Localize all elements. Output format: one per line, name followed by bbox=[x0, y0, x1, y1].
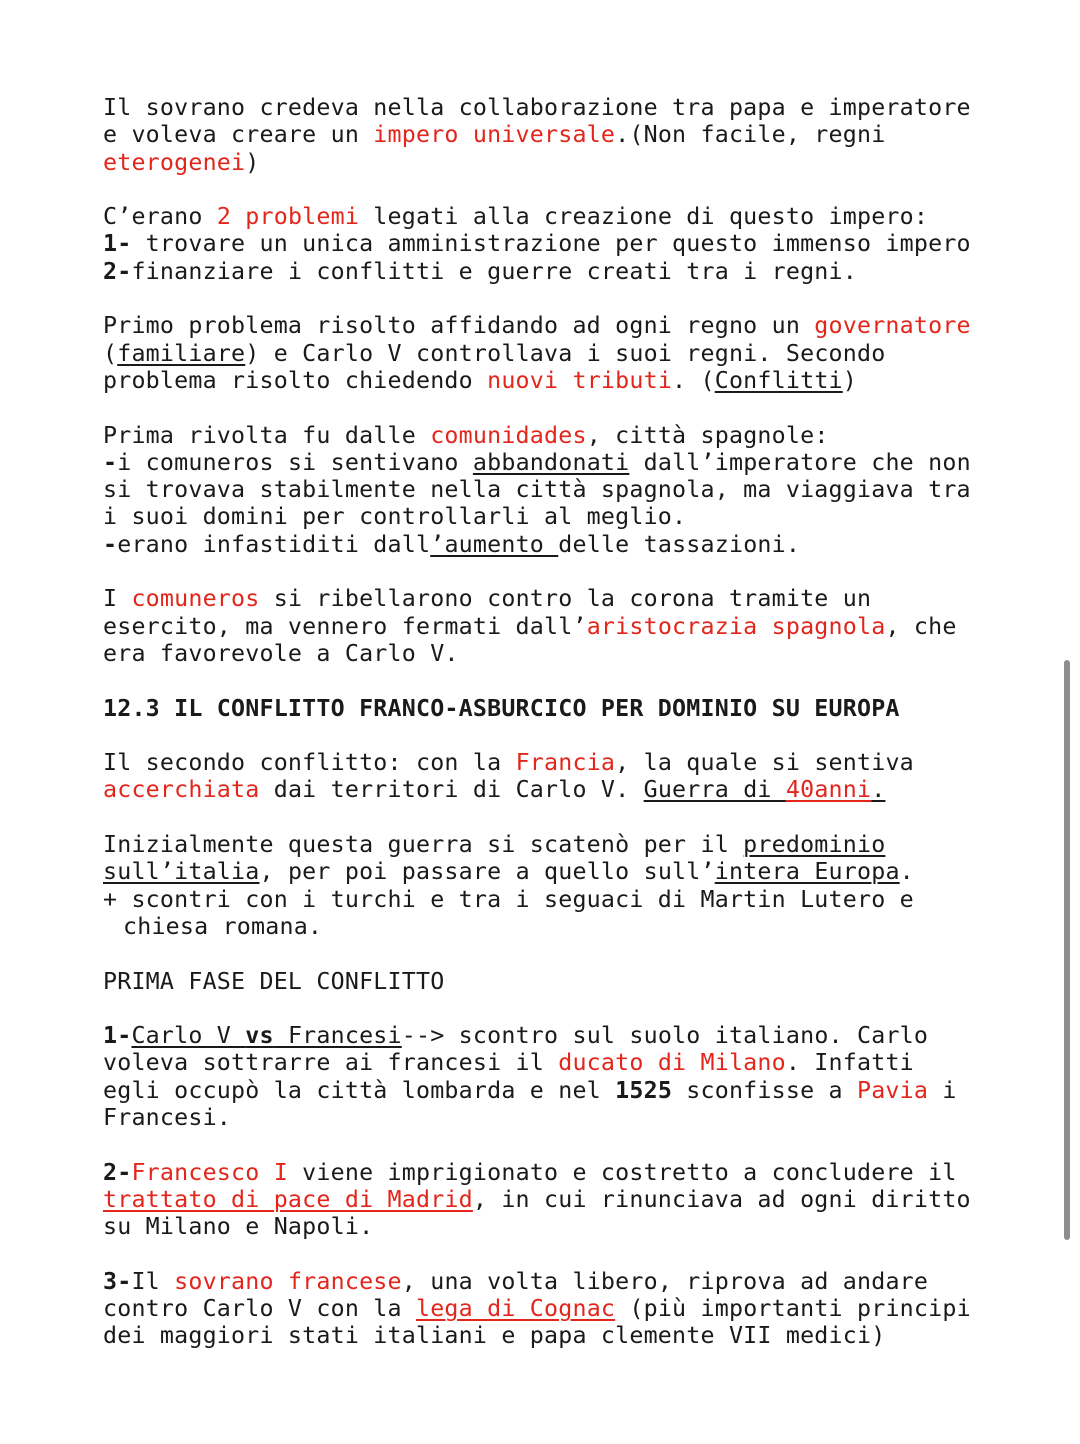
text-segment: PRIMA FASE DEL CONFLITTO bbox=[103, 967, 445, 995]
paragraph bbox=[103, 203, 983, 285]
underlined-text: sull’italia bbox=[103, 858, 260, 886]
underlined-text: Francesi bbox=[273, 1022, 402, 1050]
text-segment: e voleva creare un bbox=[103, 121, 374, 149]
text-line bbox=[103, 1213, 983, 1240]
underlined-text: . bbox=[871, 776, 886, 804]
text-segment: viene imprigionato e costretto a concludere il bbox=[287, 1158, 957, 1186]
text-line bbox=[103, 913, 983, 940]
text-line bbox=[103, 1104, 983, 1131]
paragraph bbox=[103, 968, 983, 995]
text-segment: trovare un unica amministrazione per questo immenso impero bbox=[131, 230, 971, 258]
highlighted-term: sovrano francese bbox=[174, 1267, 402, 1295]
text-segment: 1- bbox=[103, 1022, 132, 1050]
text-segment: Prima rivolta fu dalle bbox=[103, 421, 431, 449]
highlighted-term: lega di Cognac bbox=[415, 1295, 616, 1323]
underlined-text: vs bbox=[245, 1022, 274, 1050]
paragraph bbox=[103, 749, 983, 804]
highlighted-term: nuovi tributi bbox=[487, 366, 673, 394]
text-line bbox=[103, 367, 983, 394]
text-segment: I bbox=[103, 585, 132, 613]
section-heading bbox=[103, 695, 983, 722]
underlined-text: ’aumento bbox=[430, 530, 559, 558]
highlighted-term: comunidades bbox=[430, 421, 587, 449]
text-segment: era favorevole a Carlo V. bbox=[103, 639, 459, 667]
highlighted-term: 2 problemi bbox=[216, 203, 360, 231]
underlined-text: intera Europa bbox=[714, 858, 900, 886]
paragraph bbox=[103, 94, 983, 176]
underlined-text: Carlo V bbox=[131, 1022, 246, 1050]
text-line bbox=[103, 613, 983, 640]
text-segment: - bbox=[103, 530, 118, 558]
text-segment: i suoi domini per controllarli al meglio. bbox=[103, 503, 687, 531]
text-line bbox=[103, 858, 983, 885]
text-segment: contro Carlo V con la bbox=[103, 1295, 416, 1323]
text-segment: . ( bbox=[672, 366, 715, 394]
text-line bbox=[103, 503, 983, 530]
paragraph bbox=[103, 585, 983, 667]
text-segment: erano infastiditi dall bbox=[117, 530, 431, 558]
paragraph bbox=[103, 1159, 983, 1241]
text-segment: dai territori di Carlo V. bbox=[259, 776, 644, 804]
text-line bbox=[103, 776, 983, 803]
text-line bbox=[103, 1268, 983, 1295]
text-segment: 2- bbox=[103, 1158, 132, 1186]
text-segment: legati alla creazione di questo impero: bbox=[359, 203, 929, 231]
text-segment: C’erano bbox=[103, 203, 217, 231]
text-line bbox=[103, 531, 983, 558]
text-segment: , per poi passare a quello sull’ bbox=[259, 858, 715, 886]
text-segment: egli occupò la città lombarda e nel bbox=[103, 1076, 616, 1104]
text-segment: finanziare i conflitti e guerre creati tra i regni. bbox=[131, 257, 857, 285]
text-line bbox=[103, 121, 983, 148]
text-line bbox=[103, 149, 983, 176]
highlighted-term: comuneros bbox=[131, 585, 260, 613]
underlined-text: predominio bbox=[743, 831, 886, 859]
text-segment: , una volta libero, riprova ad andare bbox=[401, 1267, 929, 1295]
text-segment: 2- bbox=[103, 257, 132, 285]
text-segment: 12.3 IL CONFLITTO FRANCO-ASBURCICO PER DOMINIO SU EUROPA bbox=[103, 694, 900, 722]
paragraph bbox=[103, 1268, 983, 1350]
text-segment: (più importanti principi bbox=[615, 1295, 971, 1323]
highlighted-term: governatore bbox=[814, 312, 971, 340]
underlined-text: abbandonati bbox=[472, 448, 630, 476]
text-segment: chiesa romana. bbox=[123, 912, 323, 940]
text-segment: voleva sottrarre ai francesi il bbox=[103, 1049, 559, 1077]
highlighted-term: impero universale bbox=[373, 121, 616, 149]
text-segment: Primo problema risolto affidando ad ogni regno un bbox=[103, 312, 815, 340]
text-segment: delle tassazioni. bbox=[558, 530, 801, 558]
text-segment: 1525 bbox=[615, 1076, 673, 1104]
highlighted-term: 40anni bbox=[785, 776, 872, 804]
text-line bbox=[103, 1159, 983, 1186]
text-segment: + scontri con i turchi e tra i seguaci di Martin Lutero e bbox=[103, 885, 914, 913]
text-line bbox=[103, 422, 983, 449]
text-segment: Inizialmente questa guerra si scatenò per il bbox=[103, 831, 744, 859]
text-segment: sconfisse a bbox=[672, 1076, 857, 1104]
paragraph bbox=[103, 1022, 983, 1131]
text-segment: esercito, ma vennero fermati dall’ bbox=[103, 612, 587, 640]
text-segment: dall’imperatore che non bbox=[629, 448, 971, 476]
highlighted-term: Pavia bbox=[856, 1076, 929, 1104]
text-segment: problema risolto chiedendo bbox=[103, 366, 488, 394]
text-line bbox=[103, 1022, 983, 1049]
paragraph bbox=[103, 312, 983, 394]
text-line bbox=[103, 258, 983, 285]
text-segment: --> scontro sul suolo italiano. Carlo bbox=[401, 1022, 929, 1050]
note-document bbox=[103, 94, 983, 1377]
text-segment: i comuneros si sentivano bbox=[117, 448, 473, 476]
text-segment: ) bbox=[842, 366, 858, 394]
text-line bbox=[103, 968, 983, 995]
highlighted-term: accerchiata bbox=[103, 776, 260, 804]
text-segment: ( bbox=[103, 339, 118, 367]
highlighted-term: trattato di pace di Madrid bbox=[103, 1185, 473, 1213]
text-segment: . Infatti bbox=[785, 1049, 914, 1077]
text-segment: ) e Carlo V controllava i suoi regni. Secondo bbox=[245, 339, 886, 367]
text-line bbox=[103, 640, 983, 667]
text-segment: . bbox=[899, 858, 914, 886]
underlined-text: Guerra di bbox=[643, 776, 786, 804]
highlighted-term: eterogenei bbox=[103, 148, 246, 176]
text-segment: .(Non facile, regni bbox=[615, 121, 886, 149]
text-line bbox=[103, 476, 983, 503]
text-segment: si ribellarono contro la corona tramite un bbox=[259, 585, 872, 613]
text-segment: dei maggiori stati italiani e papa clemente VII medici) bbox=[103, 1322, 886, 1350]
text-segment: Francesi. bbox=[103, 1103, 232, 1131]
text-line bbox=[103, 749, 983, 776]
text-line bbox=[103, 230, 983, 257]
text-line bbox=[103, 94, 983, 121]
text-line bbox=[103, 886, 983, 913]
text-line bbox=[103, 340, 983, 367]
text-line bbox=[103, 312, 983, 339]
text-line bbox=[103, 1295, 983, 1322]
text-line bbox=[103, 449, 983, 476]
text-segment: , in cui rinunciava ad ogni diritto bbox=[472, 1185, 971, 1213]
text-segment: su Milano e Napoli. bbox=[103, 1213, 374, 1241]
highlighted-term: Francia bbox=[515, 749, 616, 777]
text-line bbox=[103, 1049, 983, 1076]
text-segment: Il secondo conflitto: con la bbox=[103, 749, 516, 777]
text-segment: - bbox=[103, 448, 118, 476]
highlighted-term: Francesco I bbox=[131, 1158, 288, 1186]
text-line bbox=[103, 695, 983, 722]
scrollbar[interactable] bbox=[1064, 660, 1070, 1240]
text-segment: Il sovrano credeva nella collaborazione tra papa e imperatore bbox=[103, 94, 971, 121]
text-segment: 1- bbox=[103, 230, 132, 258]
text-line bbox=[103, 1186, 983, 1213]
text-line bbox=[103, 1077, 983, 1104]
text-segment: i bbox=[928, 1076, 957, 1104]
underlined-text: Conflitti bbox=[714, 366, 843, 394]
highlighted-term: ducato di Milano bbox=[558, 1049, 786, 1077]
text-segment: Il bbox=[131, 1267, 175, 1295]
text-line bbox=[103, 1322, 983, 1349]
text-line bbox=[103, 203, 983, 230]
highlighted-term: aristocrazia spagnola bbox=[586, 612, 886, 640]
text-segment: , che bbox=[885, 612, 957, 640]
paragraph bbox=[103, 831, 983, 940]
paragraph bbox=[103, 422, 983, 558]
text-segment: , città spagnole: bbox=[586, 421, 829, 449]
text-segment: 3- bbox=[103, 1267, 132, 1295]
text-segment: si trovava stabilmente nella città spagnola, ma viaggiava tra bbox=[103, 476, 971, 504]
text-segment: , la quale si sentiva bbox=[615, 749, 914, 777]
text-segment: ) bbox=[245, 148, 260, 176]
underlined-text: familiare bbox=[117, 339, 246, 367]
text-line bbox=[103, 831, 983, 858]
text-line bbox=[103, 585, 983, 612]
